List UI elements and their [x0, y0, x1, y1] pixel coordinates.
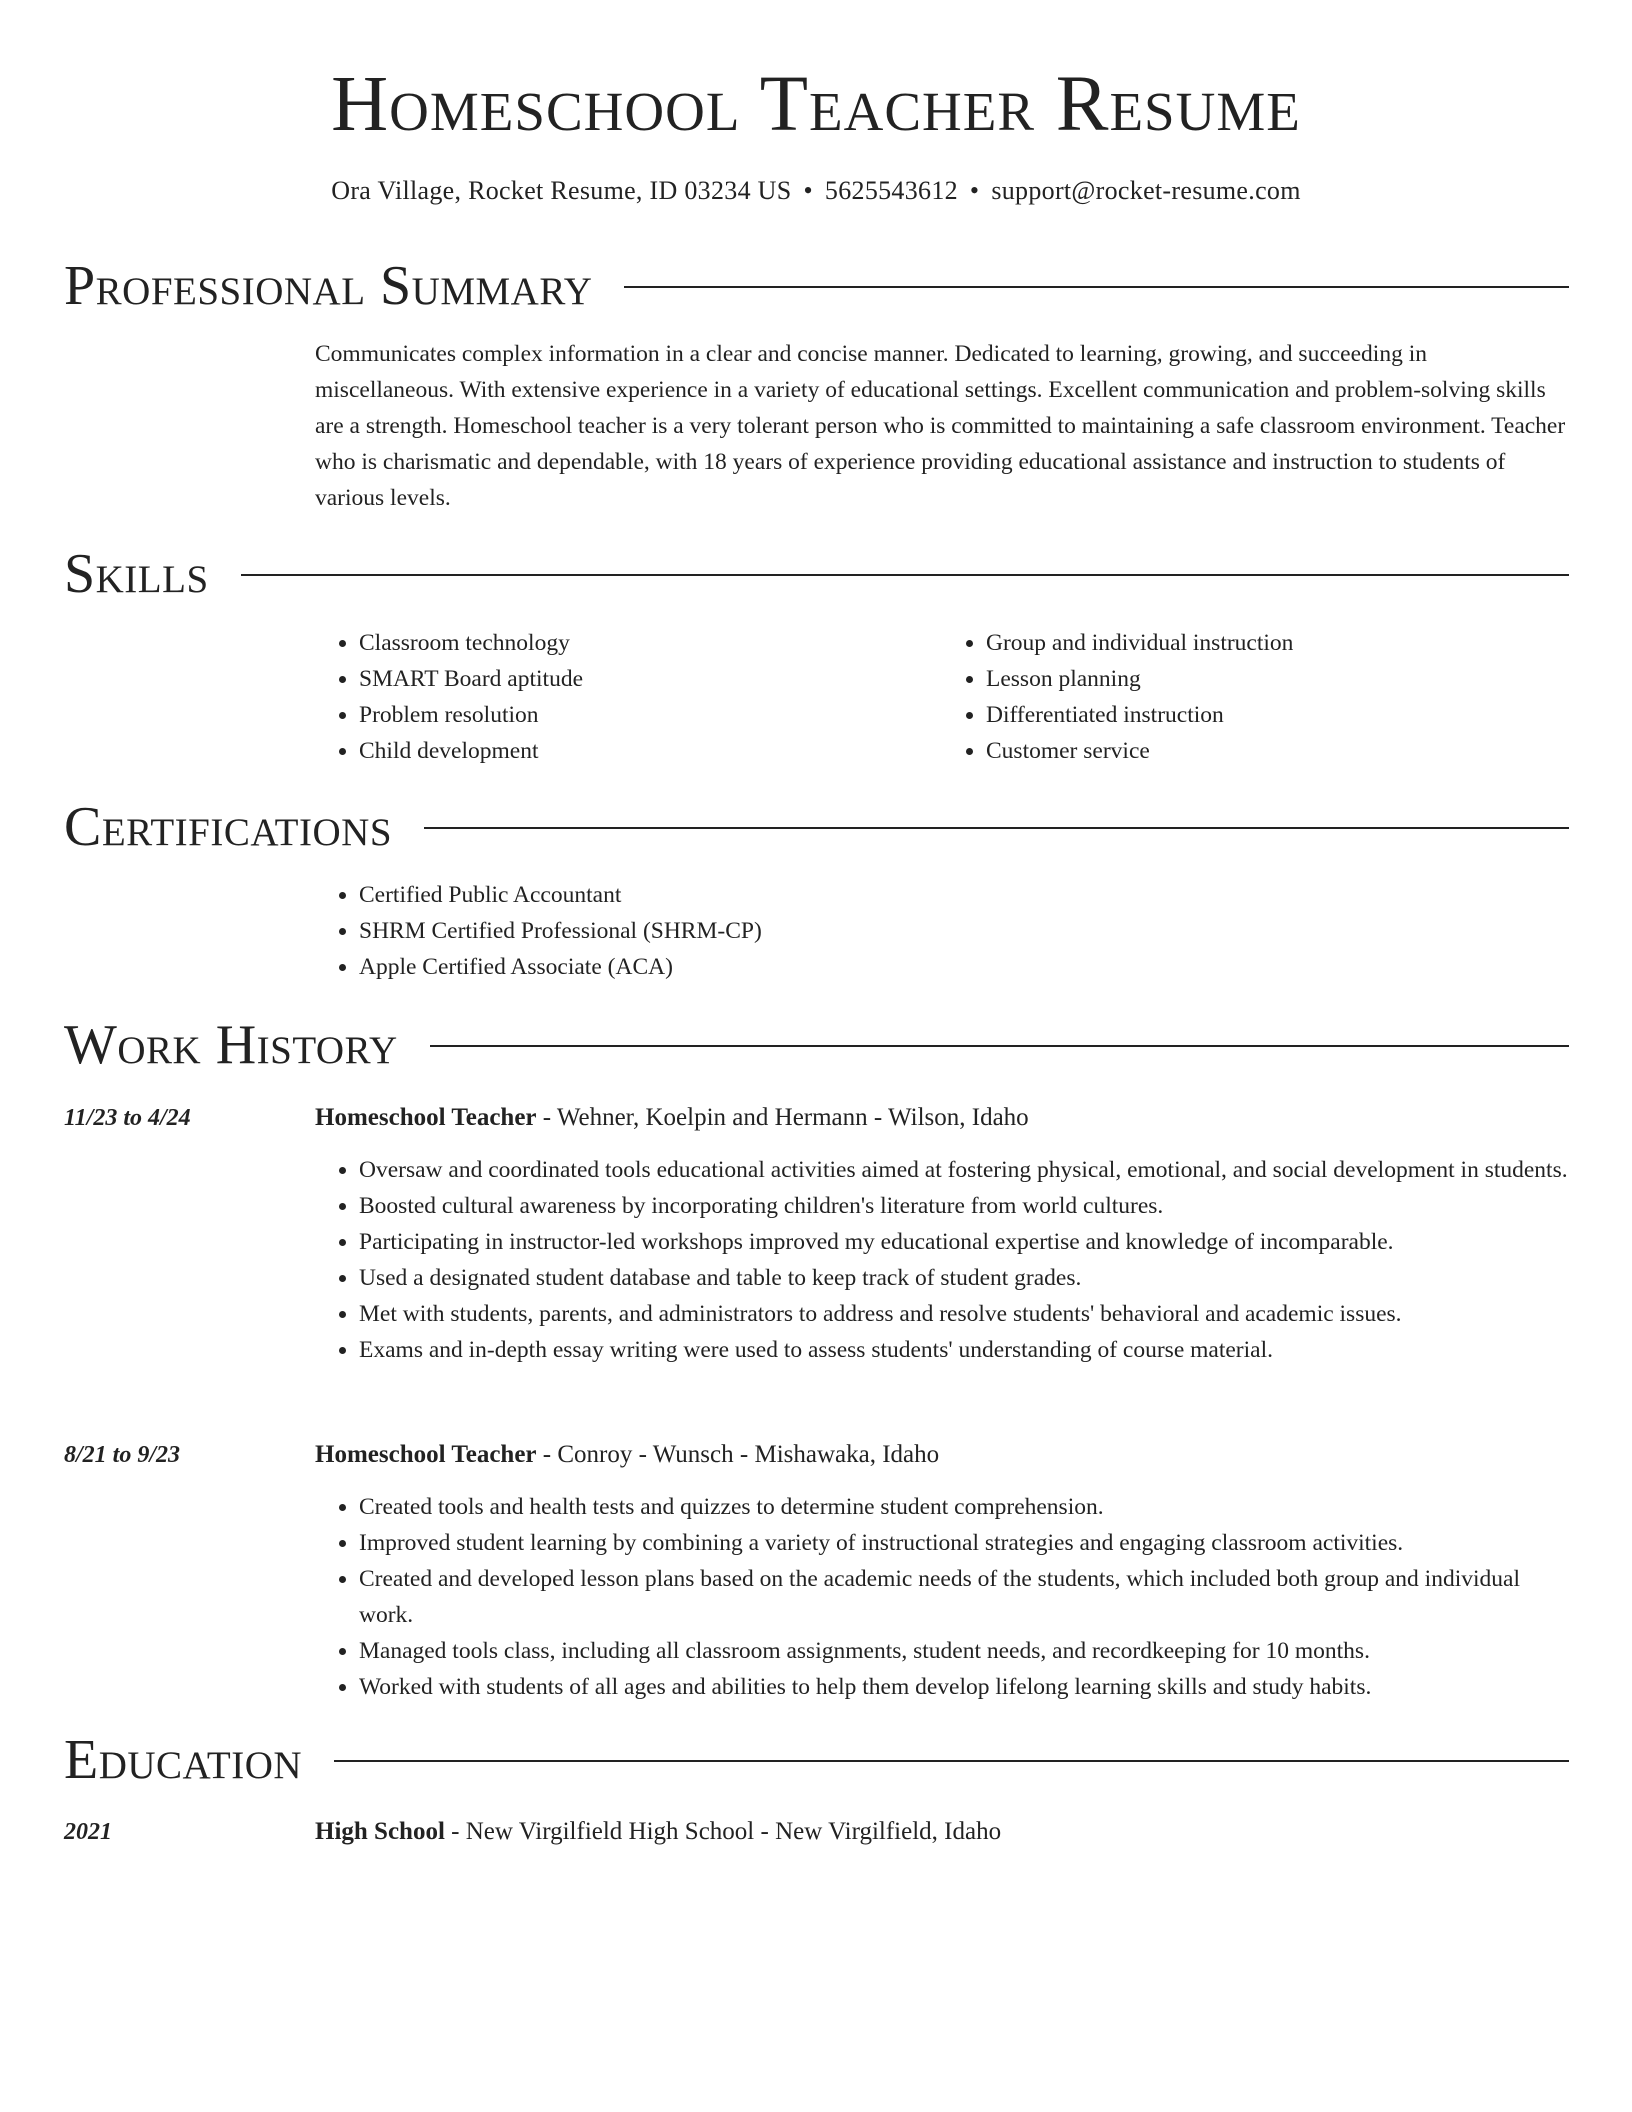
education-year: 2021	[64, 1819, 112, 1845]
list-item: • Lesson planning	[986, 661, 1569, 697]
list-item: • Used a designated student database and table to keep track of student grades.	[359, 1260, 1569, 1296]
phone: 5625543612	[824, 176, 958, 205]
summary-heading: Professional Summary	[64, 255, 593, 317]
list-item: • Managed tools class, including all classroom assignments, student needs, and recordkeeping for 10 months.	[359, 1633, 1569, 1669]
degree: High School	[315, 1818, 445, 1845]
list-item: • Oversaw and coordinated tools educational activities aimed at fostering physical, emotional, and social development in students.	[359, 1152, 1569, 1188]
job-employer: - Wehner, Koelpin and Hermann - Wilson, Idaho	[536, 1104, 1029, 1131]
list-item: • Participating in instructor-led workshops improved my educational expertise and knowledge of incomparable.	[359, 1224, 1569, 1260]
job-bullets	[315, 1489, 1569, 1705]
skills-heading: Skills	[64, 543, 209, 605]
education-heading: Education	[64, 1729, 303, 1791]
separator: •	[803, 176, 813, 205]
skills-column-left	[315, 625, 942, 769]
section-divider	[334, 1760, 1569, 1762]
school-details: - New Virgilfield High School - New Virgilfield, Idaho	[444, 1818, 1002, 1845]
job-heading	[315, 1101, 1569, 1135]
job-title: Homeschool Teacher	[315, 1104, 537, 1131]
work-heading: Work History	[64, 1014, 398, 1076]
section-divider	[424, 827, 1569, 829]
job-bullets	[315, 1152, 1569, 1368]
separator: •	[969, 176, 980, 205]
summary-text: Communicates complex information in a clear and concise manner. Dedicated to learning, growing, and succeeding in miscellaneous. With extensive experience in a variety of educational settings. Excellent communication and problem-solving skills are a strength. Homeschool teacher is a very tolerant person who is committed to maintaining a safe classroom environment. Teacher who is charismatic and dependable, with 18 years of experience providing educational assistance and instruction to students of various levels.	[315, 341, 1566, 511]
list-item: • Created and developed lesson plans based on the academic needs of the students, which included both group and individual work.	[359, 1561, 1569, 1633]
list-item: • SMART Board aptitude	[359, 661, 942, 697]
skills-section-header	[64, 544, 1569, 604]
list-item: • Classroom technology	[359, 625, 942, 661]
education-heading-line	[315, 1815, 1569, 1849]
section-divider	[241, 574, 1569, 576]
certifications-section-header	[64, 797, 1569, 857]
job-heading	[315, 1438, 1569, 1472]
address: Ora Village, Rocket Resume, ID 03234 US	[331, 176, 792, 205]
skills-list	[315, 625, 1569, 769]
job-dates: 11/23 to 4/24	[64, 1105, 191, 1131]
list-item: • Created tools and health tests and quizzes to determine student comprehension.	[359, 1489, 1569, 1525]
list-item: • Differentiated instruction	[986, 697, 1569, 733]
list-item: • Problem resolution	[359, 697, 942, 733]
list-item: • Apple Certified Associate (ACA)	[359, 949, 1569, 985]
list-item: • SHRM Certified Professional (SHRM-CP)	[359, 913, 1569, 949]
list-item: • Child development	[359, 733, 942, 769]
summary-section-header	[64, 256, 1569, 316]
list-item: • Group and individual instruction	[986, 625, 1569, 661]
list-item: • Met with students, parents, and administrators to address and resolve students' behavioral and academic issues.	[359, 1296, 1569, 1332]
job-dates: 8/21 to 9/23	[64, 1442, 181, 1468]
education-section-header	[64, 1730, 1569, 1790]
job-title: Homeschool Teacher	[315, 1441, 537, 1468]
section-divider	[430, 1045, 1569, 1047]
list-item: • Customer service	[986, 733, 1569, 769]
list-item: • Worked with students of all ages and abilities to help them develop lifelong learning skills and study habits.	[359, 1669, 1569, 1705]
section-divider	[624, 286, 1569, 288]
certifications-list	[315, 877, 1569, 985]
work-section-header	[64, 1015, 1569, 1075]
resume-title: Homeschool Teacher Resume	[331, 61, 1301, 148]
skills-column-right	[942, 625, 1569, 769]
list-item: • Boosted cultural awareness by incorporating children's literature from world cultures.	[359, 1188, 1569, 1224]
list-item: • Certified Public Accountant	[359, 877, 1569, 913]
job-employer: - Conroy - Wunsch - Mishawaka, Idaho	[536, 1441, 940, 1468]
list-item: • Improved student learning by combining a variety of instructional strategies and engaging classroom activities.	[359, 1525, 1569, 1561]
certifications-heading: Certifications	[64, 796, 393, 858]
email: support@rocket-resume.com	[991, 176, 1301, 205]
list-item: • Exams and in-depth essay writing were used to assess students' understanding of course material.	[359, 1332, 1569, 1368]
contact-line	[0, 174, 1632, 208]
